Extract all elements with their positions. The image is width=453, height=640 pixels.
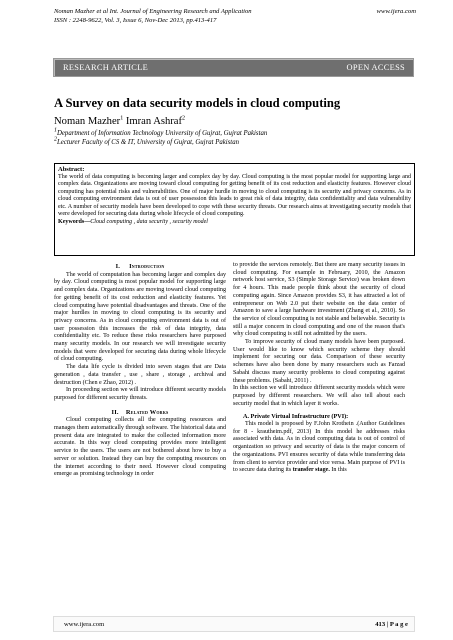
affiliation-2 — [54, 136, 239, 146]
paragraph-text: This model is proposed by F.John Krothein .(Author Guidelines for 8 - krautheim.pdf, 2013) In this model he addresses risks associated with data. As in cloud computing data is out of control of organization so privacy and security of data is the major concern of the organizations. PVI ensures security of data while transferring data from client to service provider and vice versa. Main purpose of PVI is to secure data during its — [233, 421, 405, 474]
affil-2-sup: 2 — [54, 136, 57, 143]
author-1: Noman Mazher — [54, 116, 121, 127]
abstract-label: Abstract: — [58, 166, 85, 173]
journal-header — [54, 8, 416, 25]
section-number: I. — [115, 263, 121, 270]
author-1-sup: 1 — [120, 115, 124, 122]
subsection-heading-pvi: A. Private Virtual Infrastructure (PVI): — [243, 413, 349, 421]
citation-line: Noman Mazher et al Int. Journal of Engineering Research and Application — [54, 8, 252, 15]
author-2: Imran Ashraf — [123, 116, 183, 127]
affil-1-sup: 1 — [54, 127, 57, 134]
paragraph: In this section we will introduce different security models which were purposed by different researchers. We will also tell about each security model that in which layer it works. — [233, 385, 405, 407]
open-access-label: OPEN ACCESS — [346, 63, 405, 72]
issn-line: ISSN : 2248-9622, Vol. 3, Issue 6, Nov-Dec 2013, pp.413-417 — [54, 16, 217, 24]
affiliation-1 — [54, 127, 268, 137]
right-column — [233, 262, 405, 475]
section-title: Related Works — [125, 408, 169, 416]
keywords-text: Cloud computing , data security , security model — [90, 218, 208, 225]
paper-title: A Survey on data security models in cloud computing — [54, 96, 341, 110]
paragraph-text: In this — [329, 467, 347, 474]
paragraph: To improve security of cloud many models have been purposed. User would like to know which security scheme they should implement for securing our data. Comparison of these security schemes have also been done by many researchers such as Farzad Sabahi discuss many security problems to cloud computing against these problems. (Sabahi, 2011) . — [233, 339, 405, 384]
section-heading-introduction — [54, 263, 226, 271]
article-banner — [53, 58, 414, 77]
page-footer — [53, 616, 415, 632]
abstract-text: The world of data computing is becoming larger and complex day by day. Cloud computing is the most popular model for supporting large and complex data. Organizations are moving toward cloud computing for getting benefit of its cost reduction and elasticity features. However cloud computing has potential risks and vulnerabilities. One of major hurdle in moving to cloud computing is its security and privacy concerns. As in cloud computing environment data is out of user possession this leads to great risk of data integrity, data confidentiality and data vulnerability etc. A number of security models have been developed to cope with these security threats. Our research aims at investigating security models that were developed for securing data during whole lifecycle of cloud computing. — [58, 173, 411, 218]
left-column — [54, 262, 226, 479]
journal-site: www.ijera.com — [376, 8, 416, 15]
section-number: II. — [111, 408, 119, 416]
bold-phrase: transfer stage. — [292, 467, 330, 474]
research-article-label: RESEARCH ARTICLE — [63, 63, 149, 72]
affil-2-text: Lecturer Faculty of CS & IT, University of Gujrat, Gujrat Pakistan — [57, 139, 239, 146]
section-title: Introduction — [129, 263, 165, 270]
page-number: 413 | P a g e — [375, 620, 408, 628]
author-line — [54, 116, 185, 127]
paragraph — [233, 421, 405, 475]
abstract-box — [54, 163, 415, 256]
paragraph: The world of computation has becoming larger and complex day by day. Cloud computing is most popular model for supporting large and complex data. Organizations are moving toward cloud computing for getting benefit of its cost reduction and elasticity features. Yet cloud computing have potential disadvantages and threats. One of the major hurdles in moving to cloud computing is its security and privacy concerns. As in cloud computing environment data is out of user possession this increases the risk of data integrity, data confidentiality etc. To reduce these risks researchers have purposed many security models. In our research we will investigate security models that were developed for securing data during whole lifecycle of cloud computing. — [54, 271, 226, 363]
paragraph: to provide the services remotely. But there are many security issues in cloud computing. For example in February, 2010, the Amazon network host service, S3 (Simple Storage Service) was broken down for 4 hours. This made people think about the security of cloud computing again. Since Amazon provides S3, it has attracted a lot of entrepreneur on Web 2.0 put their website on the data center of Amazon to save a large hardware investment (Zhang et al., 2010). So the service of cloud computing is not stable and believable. Security is still a major concern in cloud computing and one of the reason that's why cloud computing is still not admitted by the users. — [233, 262, 405, 338]
affil-1-text: Department of Information Technology University of Gujrat, Gujrat Pakistan — [57, 130, 268, 137]
section-heading-related-works — [54, 409, 226, 417]
paragraph: In proceeding section we will introduce different security models purposed for different security threats. — [54, 387, 226, 401]
paragraph: Cloud computing collects all the computing resources and manages them automatically through software. The historical data and present data are integrated to make the collected information more accurate. In this way cloud computing provides more intelligent service to the users. The users are not bothered about how to buy a server or solution. Instead they can buy the computing resources on the internet according to their need. However cloud computing emerge as promising technology in order — [54, 417, 226, 478]
keywords-label: Keywords— — [58, 218, 91, 225]
author-2-sup: 2 — [182, 115, 186, 122]
paragraph: The data life cycle is divided into seven stages that are Data generation , data transfer , use , share , storage , archival and destruction (Chen e Zhao, 2012) . — [54, 364, 226, 386]
footer-site-link[interactable]: www.ijera.com — [64, 620, 105, 628]
